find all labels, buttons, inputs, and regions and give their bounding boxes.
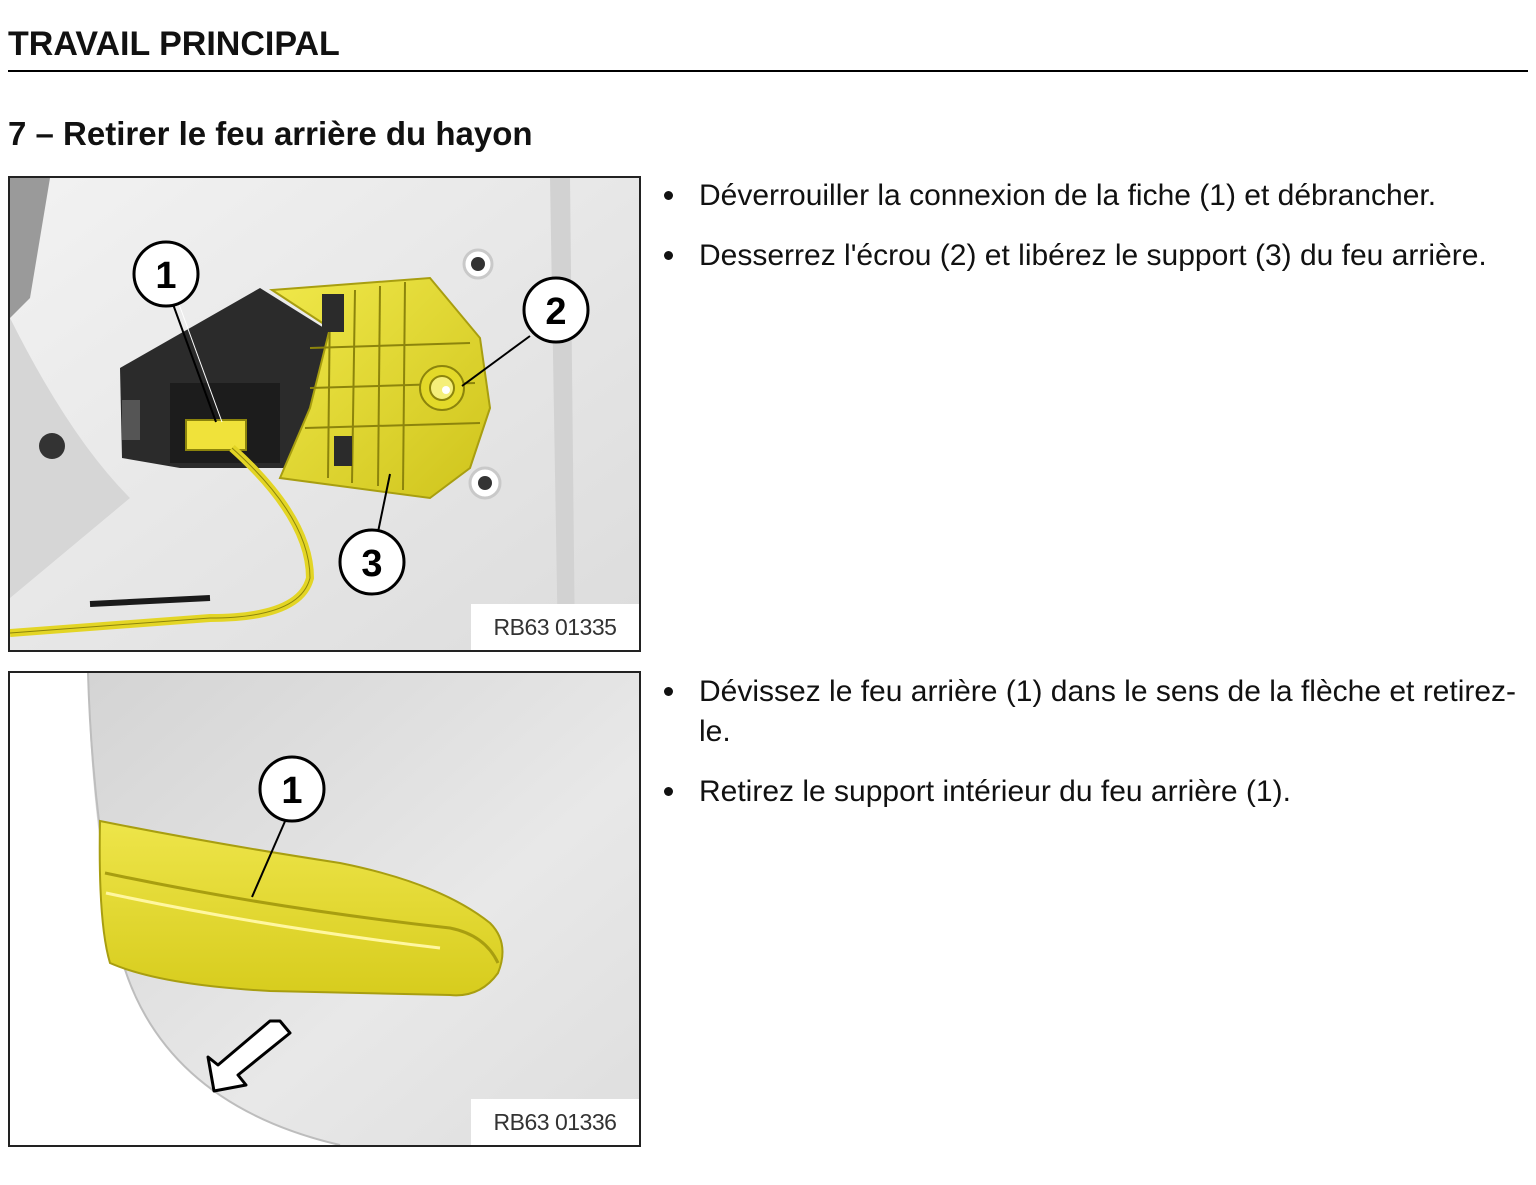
callout-1 xyxy=(260,757,324,821)
instruction-item: Dévissez le feu arrière (1) dans le sens de la flèche et retirez-le. xyxy=(662,672,1522,752)
instruction-list-1 xyxy=(662,176,1522,296)
figure-connector-removal xyxy=(8,176,641,652)
figure-code: RB63 01336 xyxy=(471,1099,639,1145)
instruction-list-2 xyxy=(662,672,1522,832)
bullet-icon xyxy=(664,787,673,796)
bullet-icon xyxy=(664,251,673,260)
illustration-connector-support xyxy=(10,178,639,650)
svg-text:3: 3 xyxy=(361,543,383,585)
callout-1 xyxy=(134,242,198,306)
svg-text:1: 1 xyxy=(281,770,303,812)
section-divider xyxy=(8,70,1528,72)
instruction-item: Retirez le support intérieur du feu arrière (1). xyxy=(662,772,1522,812)
svg-text:2: 2 xyxy=(545,291,567,333)
step-title: 7 – Retirer le feu arrière du hayon xyxy=(8,115,533,152)
instruction-item: Desserrez l'écrou (2) et libérez le support (3) du feu arrière. xyxy=(662,236,1522,276)
bullet-icon xyxy=(664,191,673,200)
callout-3 xyxy=(340,530,404,594)
svg-text:1: 1 xyxy=(155,255,177,297)
bullet-icon xyxy=(664,687,673,696)
instruction-item: Déverrouiller la connexion de la fiche (1) et débrancher. xyxy=(662,176,1522,216)
illustration-tail-light xyxy=(10,673,639,1145)
callout-2 xyxy=(524,278,588,342)
figure-tail-light-removal xyxy=(8,671,641,1147)
figure-code: RB63 01335 xyxy=(471,604,639,650)
section-header: TRAVAIL PRINCIPAL xyxy=(8,25,340,63)
